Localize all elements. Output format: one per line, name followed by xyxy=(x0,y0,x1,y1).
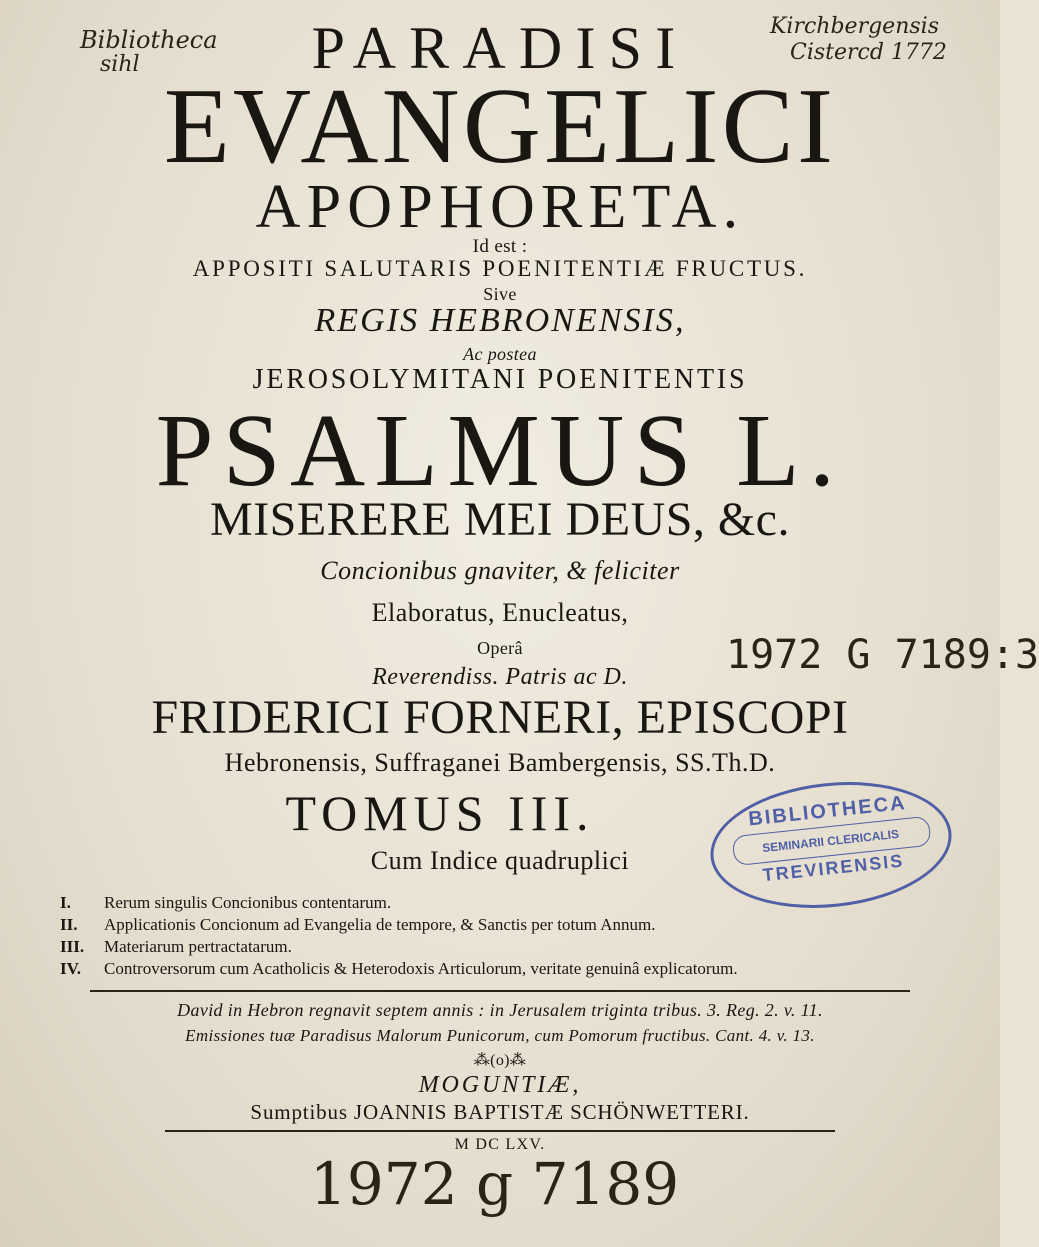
index-number: II. xyxy=(60,915,78,934)
handwritten-library-note: Bibliotheca xyxy=(80,26,218,54)
title-line-id-est: Id est : xyxy=(472,236,528,257)
divider xyxy=(165,1130,835,1132)
title-line-index: Cum Indice quadruplici xyxy=(370,846,630,875)
title-line-apophoreta: APOPHORETA. xyxy=(255,173,745,241)
title-line-regis: REGIS HEBRONENSIS, xyxy=(314,302,686,339)
index-text: Controversorum cum Acatholicis & Heterodoxis Articulorum, veritate genuinâ explicatorum. xyxy=(104,959,738,978)
title-line-evangelici: EVANGELICI xyxy=(163,67,837,186)
index-number: IV. xyxy=(60,959,81,978)
ornament: ⁂(o)⁂ xyxy=(473,1052,527,1069)
title-line-miserere: MISERERE MEI DEUS, &c. xyxy=(210,493,790,546)
list-item xyxy=(60,936,960,958)
title-line-reverendiss: Reverendiss. Patris ac D. xyxy=(372,664,628,690)
quote-canticum: Emissiones tuæ Paradisus Malorum Punicorum, cum Pomorum fructibus. Cant. 4. v. 13. xyxy=(185,1026,815,1045)
title-line-opera: Operâ xyxy=(477,638,523,658)
quote-david: David in Hebron regnavit septem annis : in Jerusalem triginta tribus. 3. Reg. 2. v. 11. xyxy=(177,1000,823,1020)
shelfmark-stamp: 1972 G 7189:3 xyxy=(726,632,1039,678)
list-item xyxy=(60,914,960,936)
index-text: Rerum singulis Concionibus contentarum. xyxy=(104,893,392,912)
index-number: III. xyxy=(60,937,85,956)
title-line-psalmus: PSALMUS L. xyxy=(155,393,845,508)
title-line-concionibus: Concionibus gnaviter, & feliciter xyxy=(320,556,680,585)
imprint-publisher: Sumptibus JOANNIS BAPTISTÆ SCHÖNWETTERI. xyxy=(250,1100,750,1124)
title-line-hebronensis: Hebronensis, Suffraganei Bambergensis, SS.Th.D. xyxy=(224,748,776,777)
imprint-year: M DC LXV. xyxy=(454,1136,546,1153)
index-text: Materiarum pertractatarum. xyxy=(104,937,292,956)
handwritten-provenance-note: Kirchbergensis xyxy=(770,14,939,39)
handwritten-provenance-note-2: Cistercd 1772 xyxy=(790,40,947,65)
title-line-friderici: FRIDERICI FORNERI, EPISCOPI xyxy=(151,691,849,744)
title-line-elaboratus: Elaboratus, Enucleatus, xyxy=(371,598,629,627)
title-line-sive: Sive xyxy=(483,284,517,304)
title-line-tomus: TOMUS III. xyxy=(285,785,595,841)
index-text: Applicationis Concionum ad Evangelia de tempore, & Sanctis per totum Annum. xyxy=(104,915,656,934)
title-line-ac-postea: Ac postea xyxy=(463,344,537,364)
handwritten-library-note-2: sihl xyxy=(100,52,140,77)
title-line-jerosolymitani: JEROSOLYMITANI POENITENTIS xyxy=(252,364,748,395)
stamp-text-line1: BIBLIOTHECA xyxy=(747,791,908,831)
handwritten-shelfmark: 1972 g 7189 xyxy=(310,1150,680,1218)
list-item xyxy=(60,958,960,980)
list-item xyxy=(60,892,960,914)
imprint-city: MOGUNTIÆ, xyxy=(418,1072,582,1098)
stamp-text-line3: TREVIRENSIS xyxy=(761,850,906,886)
title-line-paradisi: PARADISI xyxy=(311,15,689,81)
title-line-appositi: APPOSITI SALUTARIS POENITENTIÆ FRUCTUS. xyxy=(192,256,808,281)
stamp-text-line2: SEMINARII CLERICALIS xyxy=(761,826,900,856)
index-list xyxy=(60,892,960,980)
index-number: I. xyxy=(60,893,71,912)
divider xyxy=(90,990,910,992)
